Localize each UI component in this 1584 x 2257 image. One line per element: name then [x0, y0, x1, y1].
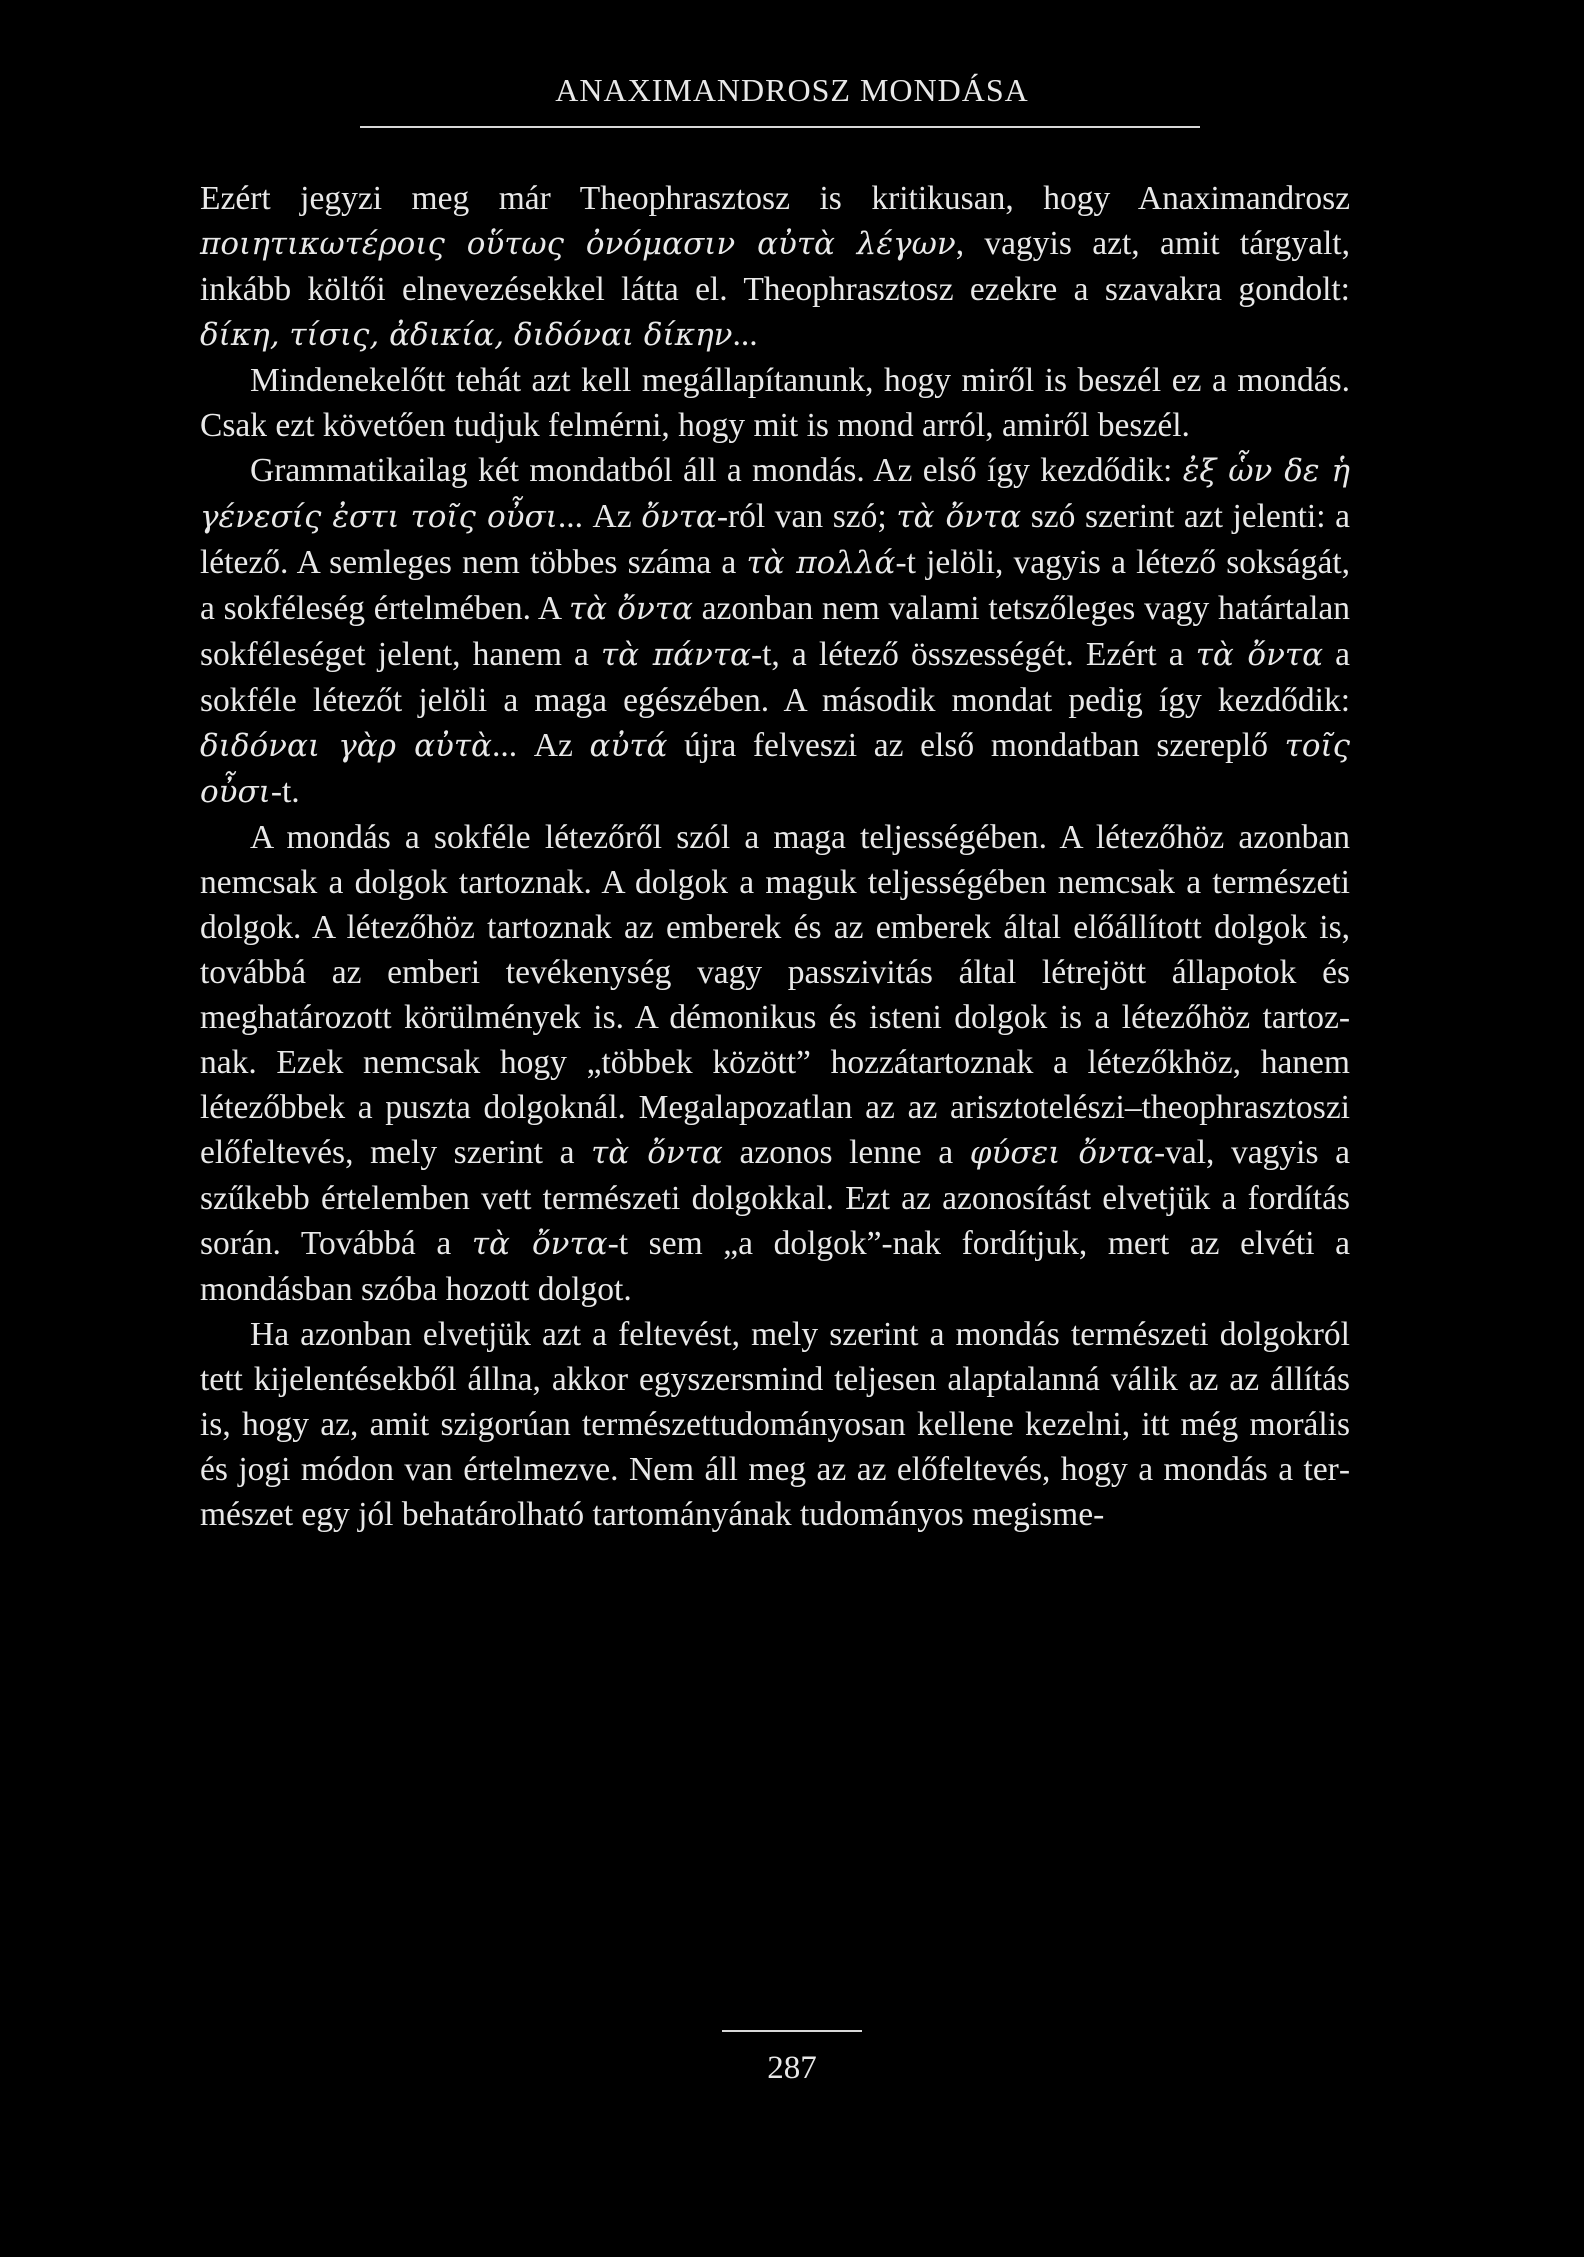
text-run: -t, a létező összességét. Ezért a — [750, 636, 1196, 673]
text-run: Mindenekelőtt tehát azt kell megállapítanunk, hogy miről is beszél ez a mondás. Csak ezt követően tudjuk felmérni, hogy mit is mond arról, amiről beszél. — [200, 362, 1350, 444]
greek-term: ποιητικωτέροις οὕτως ὀνόμασιν αὐτὰ λέγων — [200, 226, 956, 262]
text-run: Ha azonban elvetjük azt a feltevést, mely szerint a mondás természeti dolgokról tett kijelentésekből állna, akkor egyszersmind teljesen alaptalanná válik az az állítás is, hogy az, amit szigorúan természettudományosan kellene kezelni, itt még morális és jogi módon van értelmezve. Nem áll meg az az előfeltevés, hogy a mondás a természet egy jól behatárolható tartományának tudományos megisme- — [200, 1316, 1350, 1533]
greek-term: τὰ ὄντα — [471, 1226, 608, 1262]
greek-term: τοῖς οὖσι — [200, 728, 1351, 810]
paragraph-4 — [200, 815, 1350, 1312]
greek-term: τὰ ὄντα — [1195, 637, 1323, 673]
body-text — [200, 176, 1350, 1537]
text-run: Grammatikailag két mondatból áll a mondás. Az első így kezdődik: — [250, 452, 1183, 489]
greek-term: ὄντα — [641, 499, 717, 535]
greek-term: αὐτά — [589, 728, 668, 764]
text-run: -t sem „a dolgok”-nak fordítjuk, mert az elvéti a mondásban szóba hozott dolgot. — [200, 1225, 1351, 1308]
greek-term: δίκη, τίσις, ἀδικία, διδόναι δίκην — [200, 317, 733, 353]
text-run: -val, vagyis a szűkebb értelemben vett természeti dolgokkal. Ezt az azonosítást elvetjük a fordítás során. Továbbá a — [200, 1134, 1350, 1262]
text-run: a sokféle létezőt jelöli a maga egészében. A második mondat pedig így kezdődik: — [200, 636, 1350, 719]
text-run: újra felveszi az első mondatban szereplő — [667, 727, 1285, 764]
text-run: A mondás a sokféle létezőről szól a maga teljességében. A létezőhöz azonban nemcsak a dolgok tartoznak. A dolgok a maguk teljességében nemcsak a természeti dolgok. A létezőhöz tartoznak az emberek és az emberek által előállított dolgok is, továbbá az emberi tevékenység vagy passzivitás által létrejött állapotok és meghatározott körülmények is. A démonikus és isteni dolgok is a létezőhöz tartoznak. Ezek nemcsak hogy „többek között” hozzátartoznak a létezőkhöz, hanem létezőbbek a puszta dolgoknál. Megalapozatlan az az arisztotelészi–theophrasztoszi előfeltevés, mely szerint a — [200, 819, 1350, 1171]
greek-term: τὰ ὄντα — [568, 591, 693, 627]
text-run: -t jelöli, vagyis a létező sokságát, a sokféleség értelmében. A — [200, 544, 1350, 627]
greek-term: τὰ πολλά — [746, 545, 896, 581]
text-run: azonban nem valami tetszőleges vagy határtalan sokféleséget jelent, hanem a — [200, 590, 1351, 673]
paragraph-5 — [200, 1312, 1350, 1537]
text-run: Ezért jegyzi meg már Theophrasztosz is kritikusan, hogy Anaximandrosz — [200, 180, 1350, 217]
text-run: szó szerint azt jelenti: a létező. A semleges nem többes száma a — [200, 498, 1351, 581]
text-run: ... Az — [491, 727, 590, 764]
running-title: ANAXIMANDROSZ MONDÁSA — [555, 72, 1029, 108]
text-run: azonos lenne a — [722, 1134, 970, 1171]
text-run: , vagyis azt, amit tárgyalt, inkább költői elnevezésekkel látta el. Theophrasztosz ezekre a szavakra gondolt: — [200, 225, 1350, 308]
paragraph-3 — [200, 448, 1350, 815]
header-rule — [360, 126, 1200, 128]
paragraph-1 — [200, 176, 1350, 358]
greek-term: φύσει ὄντα — [969, 1135, 1154, 1171]
paragraph-2 — [200, 358, 1350, 448]
greek-term: τὰ ὄντα — [591, 1135, 723, 1171]
page-number: 287 — [767, 2050, 817, 2086]
text-run: -ról van szó; — [716, 498, 897, 535]
greek-term: διδόναι γὰρ αὐτὰ — [200, 728, 492, 764]
footer-rule — [722, 2030, 862, 2032]
text-run: -t. — [270, 773, 300, 810]
greek-term: ἐξ ὧν δε ἡ γένεσίς ἐστι τοῖς οὖσι — [200, 453, 1350, 535]
text-run: ... — [732, 316, 758, 353]
greek-term: τὰ ὄντα — [896, 499, 1022, 535]
greek-term: τὰ πάντα — [601, 637, 751, 673]
text-run: ... Az — [557, 498, 642, 535]
